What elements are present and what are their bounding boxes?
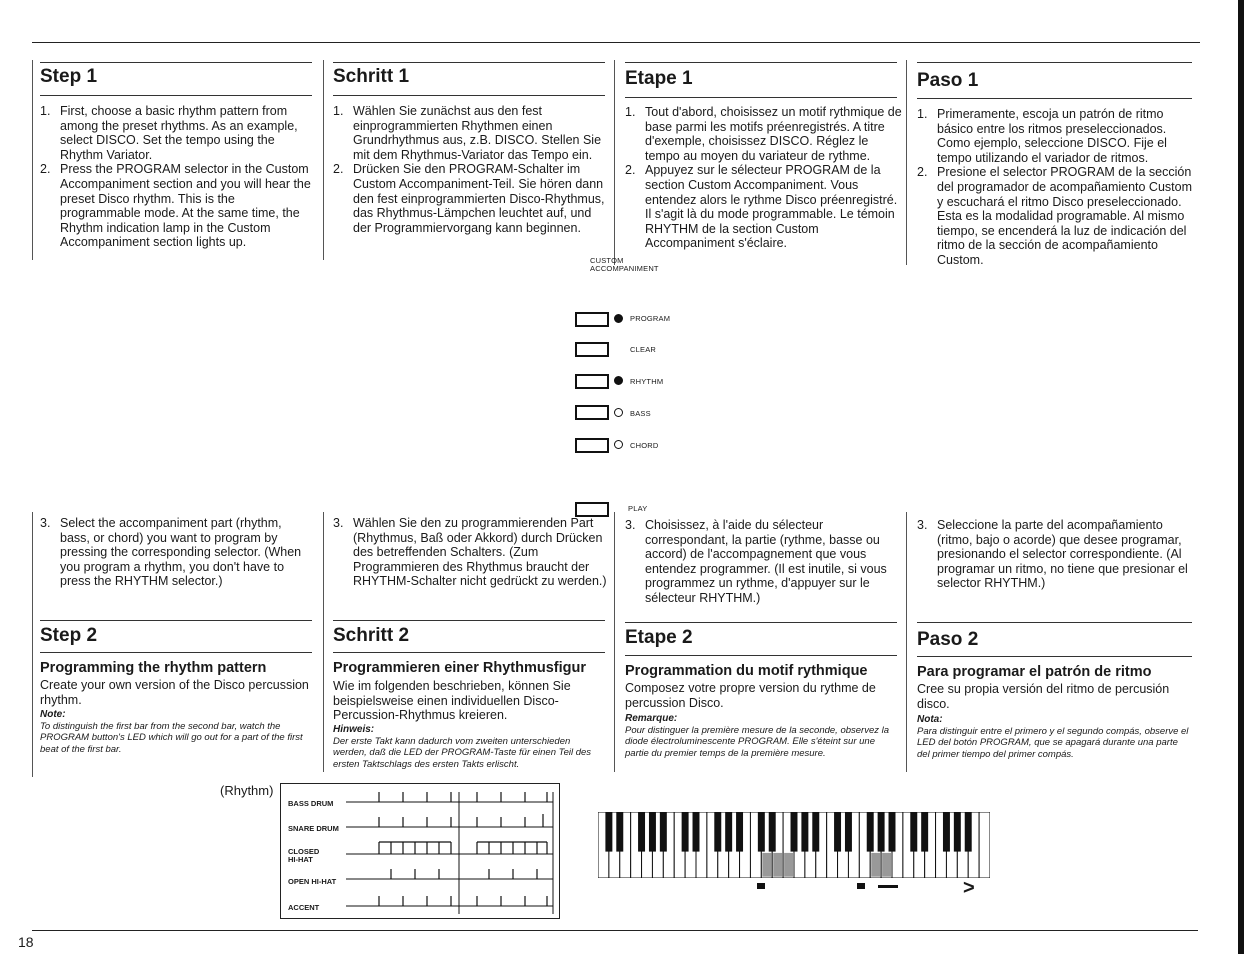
rhythm-score [280, 783, 560, 919]
highlighted-key [762, 853, 771, 877]
list-item: 1. Primeramente, escoja un patrón de ritmo básico entre los ritmos preseleccionados. Como ejemplo, seleccione DISCO. Fije el tempo utilizando el variador de ritmos. [917, 107, 1167, 165]
heading-rule [40, 620, 312, 621]
rhythm-button[interactable] [575, 374, 609, 389]
highlighted-key [871, 853, 880, 877]
list-item: 2. Drücken Sie den PROGRAM-Schalter im Custom Accompaniment-Teil. Sie hören dann den fest einprogrammierten Disco-Rhythmus, das Rhythmus-Lämpchen leuchtet auf, und der Programmiervorgang kann beginnen. [333, 162, 605, 235]
score-row-label: CLOSED [288, 847, 320, 856]
bottom-rule [32, 930, 1198, 931]
black-key [638, 812, 645, 852]
black-key [769, 812, 776, 852]
key-marker-accent: > [963, 877, 975, 899]
heading-rule [917, 62, 1192, 63]
step1-de-heading: Schritt 1 [333, 66, 410, 87]
list-item: 1. Wählen Sie zunächst aus den fest einprogrammierten Rhythmen einen Grundrhythmus aus, z.B. DISCO. Stellen Sie mit dem Rhythmus-Variator das Tempo ein. [333, 104, 602, 162]
step2-es-note: Nota: Para distinguir entre el primero y el segundo compás, observe el LED del botón PROGRAM, que se apagará durante una parte del primer tiempo del primer compás. [917, 714, 1189, 760]
chord-label: CHORD [630, 441, 659, 450]
step2-es-subheading: Para programar el patrón de ritmo [917, 664, 1152, 680]
step2-de-note: Hinweis: Der erste Takt kann dadurch vom zweiten unterschieden werden, daß die LED der PROGRAM-Taste für einen Teil des ersten Taktschlags des ersten Takts erlischt. [333, 724, 592, 770]
snare-drum-symbol-icon [857, 883, 865, 889]
list-item: 2. Presione el selector PROGRAM de la sección del programador de acompañamiento Custom y escuchará el ritmo Disco preseleccionado. Esta es la modalidad programable. Al mismo tiempo, se encenderá la luz de indicación del ritmo de la sección de acompañamiento Custom. [917, 165, 1192, 267]
black-key [758, 812, 765, 852]
step2-de-subheading: Programmieren einer Rhythmusfigur [333, 660, 586, 676]
black-key [714, 812, 721, 852]
black-key [845, 812, 852, 852]
score-row-label: SNARE DRUM [288, 824, 339, 833]
hihat-symbol-icon [878, 885, 898, 888]
bass-label: BASS [630, 409, 651, 418]
step1-en-item3 [40, 516, 312, 589]
heading-rule [40, 62, 312, 63]
chord-led-icon [614, 440, 623, 449]
heading-rule [625, 62, 897, 63]
step2-es-text: Cree su propia versión del ritmo de percusión disco. [917, 682, 1170, 711]
black-key [791, 812, 798, 852]
score-row-label: HI-HAT [288, 855, 313, 864]
column-divider [32, 512, 33, 777]
bass-led-icon [614, 408, 623, 417]
black-key [660, 812, 667, 852]
step2-de-heading: Schritt 2 [333, 625, 410, 646]
black-key [605, 812, 612, 852]
black-key [867, 812, 874, 852]
heading-rule [625, 655, 897, 656]
list-item: 3. Choisissez, à l'aide du sélecteur correspondant, la partie (rythme, basse ou accord) de l'accompagnement que vous entendez programmer. (Il est inutile, si vous programmez un rythme, d'appuyer sur le sélecteur RHYTHM.) [625, 518, 887, 605]
rhythm-led-icon [614, 376, 623, 385]
step1-es-list [917, 107, 1192, 268]
program-led-icon [614, 314, 623, 323]
black-key [616, 812, 623, 852]
score-notation [281, 784, 559, 918]
black-key [649, 812, 656, 852]
heading-rule [40, 95, 312, 96]
step1-de-list [333, 104, 608, 235]
step2-es-heading: Paso 2 [917, 629, 979, 650]
list-item: 3. Wählen Sie den zu programmierenden Part (Rhythmus, Baß oder Akkord) durch Drücken des betreffenden Schalters. (Zum Programmieren des Rhythmus braucht der RHYTHM-Schalter nicht gedrückt zu werden.) [333, 516, 607, 589]
step2-de-text: Wie im folgenden beschrieben, können Sie beispielsweise einen individuellen Disco-Percussion-Rhythmus kreieren. [333, 679, 571, 723]
heading-rule [917, 98, 1192, 99]
heading-rule [333, 95, 605, 96]
black-key [965, 812, 972, 852]
panel-section-label: CUSTOM ACCOMPANIMENT [590, 256, 659, 273]
black-key [910, 812, 917, 852]
bass-button[interactable] [575, 405, 609, 420]
heading-rule [625, 97, 897, 98]
list-item: 3. Seleccione la parte del acompañamiento (ritmo, bajo o acorde) que desee programar, presionando el selector correspondiente. (Al programar un ritmo, no tiene que presionar el selector RHYTHM.) [917, 518, 1188, 591]
list-item: 2. Press the PROGRAM selector in the Custom Accompaniment section and you will hear the preset Disco rhythm. This is the programmable mode. At the same time, the Rhythm indication lamp in the Custom Accompaniment section lights up. [40, 162, 311, 250]
black-key [834, 812, 841, 852]
score-row-label: OPEN HI-HAT [288, 877, 337, 886]
step2-fr-subheading: Programmation du motif rythmique [625, 663, 868, 679]
black-key [736, 812, 743, 852]
page-number: 18 [18, 934, 34, 950]
list-item: 1. Tout d'abord, choisissez un motif rythmique de base parmi les motifs préenregistrés. A titre d'exemple, choisissez DISCO. Réglez le tempo au moyen du variateur de rythme. [625, 105, 902, 163]
black-key [725, 812, 732, 852]
heading-rule [917, 656, 1192, 657]
black-key [889, 812, 896, 852]
clear-button[interactable] [575, 342, 609, 357]
list-item: 3. Select the accompaniment part (rhythm, bass, or chord) you want to program by pressing the corresponding selector. (When you program a rhythm, you don't have to press the RHYTHM selector.) [40, 516, 302, 589]
black-key [954, 812, 961, 852]
column-divider [614, 512, 615, 772]
score-row-label: ACCENT [288, 903, 320, 912]
chord-button[interactable] [575, 438, 609, 453]
step2-en-heading: Step 2 [40, 625, 98, 646]
page-edge-bar [1238, 0, 1244, 954]
black-key [801, 812, 808, 852]
step1-en-heading: Step 1 [40, 66, 98, 87]
heading-rule [917, 622, 1192, 623]
heading-rule [625, 622, 897, 623]
black-key [921, 812, 928, 852]
heading-rule [40, 652, 312, 653]
column-divider [906, 512, 907, 772]
step2-en-subheading: Programming the rhythm pattern [40, 660, 267, 676]
step1-en-list [40, 104, 312, 250]
step1-fr-item3 [625, 518, 903, 606]
step2-fr-note: Remarque: Pour distinguer la première mesure de la seconde, observez la diode électroluminescente PROGRAM. Elle s'éteint sur une partie du premier temps de la première mesure. [625, 713, 890, 759]
play-button[interactable] [575, 502, 609, 517]
keyboard-illustration [598, 812, 990, 878]
top-rule [32, 42, 1200, 43]
step1-fr-heading: Etape 1 [625, 68, 693, 89]
black-key [943, 812, 950, 852]
column-divider [614, 60, 615, 265]
score-row-label: BASS DRUM [288, 799, 334, 808]
step2-fr-text: Composez votre propre version du rythme de percussion Disco. [625, 681, 876, 710]
column-divider [323, 512, 324, 772]
heading-rule [333, 652, 605, 653]
step2-fr-heading: Etape 2 [625, 627, 693, 648]
play-label: PLAY [628, 504, 648, 513]
black-key [812, 812, 819, 852]
highlighted-key [773, 853, 782, 877]
black-key [878, 812, 885, 852]
column-divider [32, 60, 33, 260]
program-label: PROGRAM [630, 314, 671, 323]
program-button[interactable] [575, 312, 609, 327]
column-divider [906, 60, 907, 265]
step1-de-item3 [333, 516, 608, 589]
clear-label: CLEAR [630, 345, 657, 354]
highlighted-key [882, 853, 891, 877]
step1-es-heading: Paso 1 [917, 70, 979, 91]
heading-rule [333, 620, 605, 621]
step1-fr-list [625, 105, 903, 251]
step1-es-item3 [917, 518, 1192, 591]
column-divider [323, 60, 324, 260]
step2-en-text: Create your own version of the Disco percussion rhythm. [40, 678, 309, 707]
white-key [979, 812, 990, 878]
step2-en-note: Note: To distinguish the first bar from the second bar, watch the PROGRAM button's LED which will go out for a part of the first beat of the first bar. [40, 709, 303, 755]
bass-drum-symbol-icon [757, 883, 765, 889]
heading-rule [333, 62, 605, 63]
list-item: 1. First, choose a basic rhythm pattern from among the preset rhythms. As an example, select DISCO. Set the tempo using the Rhythm Variator. [40, 104, 298, 162]
black-key [693, 812, 700, 852]
rhythm-label: RHYTHM [630, 377, 664, 386]
score-caption: (Rhythm) [220, 783, 274, 798]
keyboard-keys [598, 812, 990, 878]
list-item: 2. Appuyez sur le sélecteur PROGRAM de la section Custom Accompaniment. Vous entendez alors le rythme Disco préenregistré. Il s'agit là du mode programmable. Le témoin RHYTHM de la section Custom Accompaniment s'éclaire. [625, 163, 898, 251]
black-key [682, 812, 689, 852]
highlighted-key [784, 853, 793, 877]
